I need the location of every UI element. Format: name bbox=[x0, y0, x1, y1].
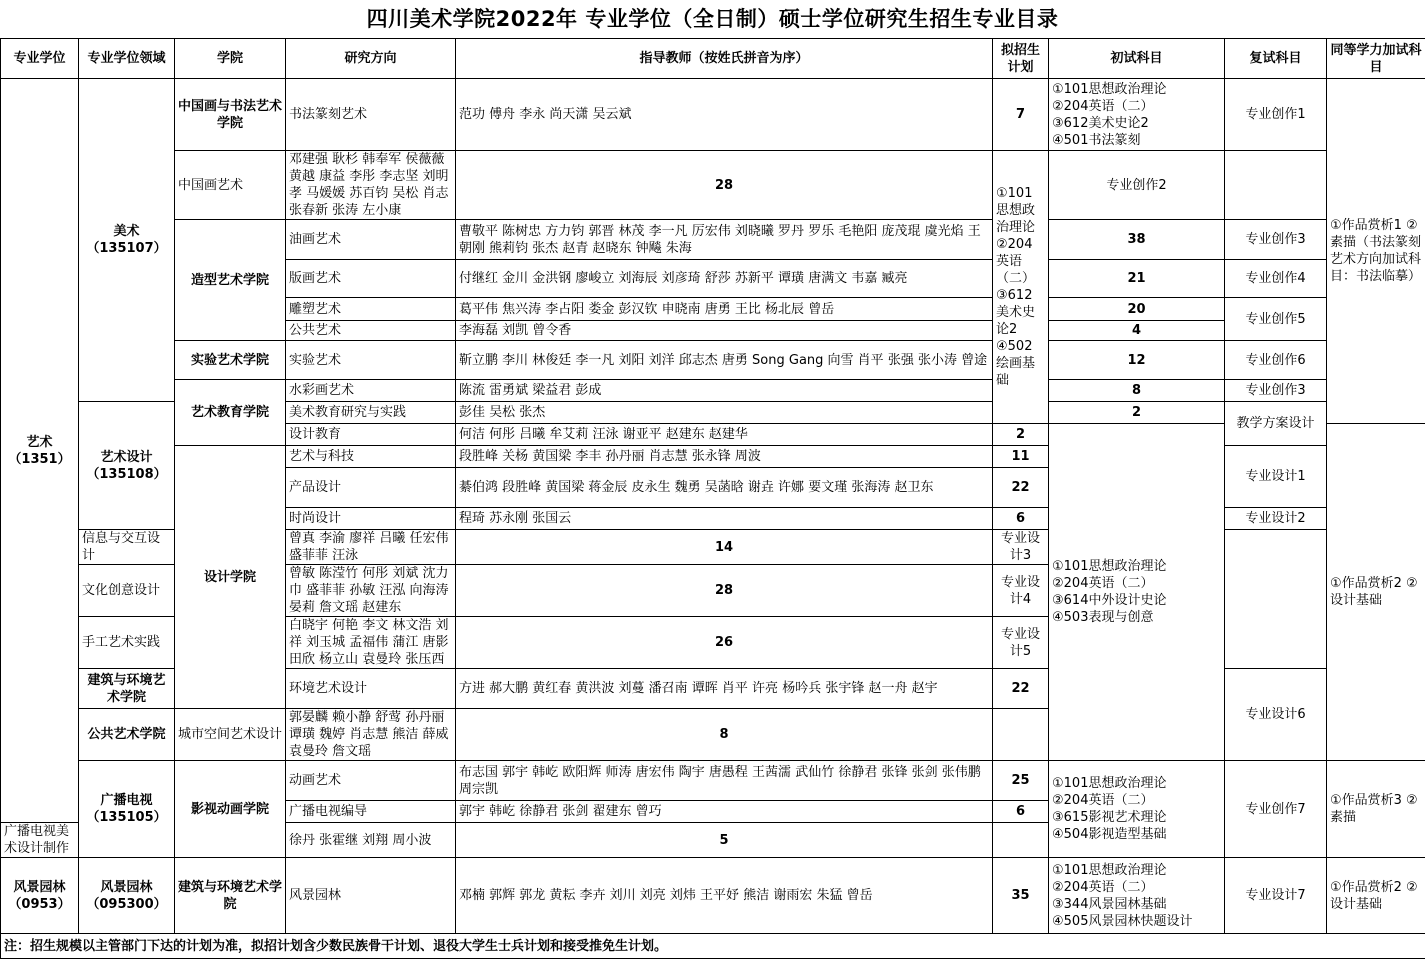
exam1-item: ①101思想政治理论 bbox=[1052, 558, 1221, 575]
plan-cell: 2 bbox=[1049, 402, 1225, 424]
exam1-item: ③612美术史论2 bbox=[1052, 115, 1221, 132]
teachers-cell: 郭宇 韩屹 徐静君 张剑 翟建东 曾巧 bbox=[456, 801, 993, 823]
direction-cell: 实验艺术 bbox=[286, 341, 456, 380]
college-art-edu: 艺术教育学院 bbox=[175, 380, 286, 446]
exam2-cell: 专业设计6 bbox=[1225, 669, 1327, 761]
direction-cell: 手工艺术实践 bbox=[79, 617, 175, 669]
exam1-group-4 bbox=[1049, 761, 1225, 858]
exam1-item: ③614中外设计史论 bbox=[1052, 592, 1221, 609]
teachers-cell: 程琦 苏永刚 张国云 bbox=[456, 508, 993, 530]
table-row bbox=[1, 761, 1425, 801]
teachers-cell: 布志国 郭宇 韩屹 欧阳辉 师涛 唐宏伟 陶宇 唐愚程 王茜濡 武仙竹 徐静君 张锋 张剑 张伟鹏 周宗凯 bbox=[456, 761, 993, 801]
college-architecture: 建筑与环境艺术学院 bbox=[79, 669, 175, 709]
table-row bbox=[1, 380, 1425, 402]
direction-cell: 版画艺术 bbox=[286, 260, 456, 298]
exam2-cell: 专业创作3 bbox=[1225, 380, 1327, 402]
exam1-group-2 bbox=[993, 151, 1049, 424]
table-row bbox=[1, 220, 1425, 260]
direction-cell: 信息与交互设计 bbox=[79, 530, 175, 565]
field-fine-arts: 美术（135107） bbox=[79, 79, 175, 402]
table-row bbox=[1, 858, 1425, 934]
teachers-cell: 邓楠 郭辉 郭龙 黄耘 李卉 刘川 刘亮 刘炜 王平妤 熊洁 谢雨宏 朱猛 曾岳 bbox=[456, 858, 993, 934]
exam2-cell: 专业设计5 bbox=[993, 617, 1049, 669]
college-chinese-painting: 中国画与书法艺术学院 bbox=[175, 79, 286, 151]
plan-cell: 35 bbox=[993, 858, 1049, 934]
teachers-cell: 邓建强 耿杉 韩奉军 侯薇薇 黄越 康益 李彤 李志坚 刘明孝 马媛媛 苏百钧 吴松 肖志 张春新 张涛 左小康 bbox=[286, 151, 456, 220]
teachers-cell: 方进 郝大鹏 黄红春 黄洪波 刘蔓 潘召南 谭晖 肖平 许亮 杨吟兵 张宇锋 赵一舟 赵宇 bbox=[456, 669, 993, 709]
plan-cell: 28 bbox=[456, 151, 993, 220]
table-row bbox=[1, 79, 1425, 151]
teachers-cell: 段胜峰 关杨 黄国梁 李丰 孙丹丽 肖志慧 张永锋 周波 bbox=[456, 446, 993, 468]
extra-landscape: ①作品赏析2 ②设计基础 bbox=[1327, 858, 1425, 934]
header-exam2: 复试科目 bbox=[1225, 39, 1327, 79]
field-design: 艺术设计（135108） bbox=[79, 402, 175, 530]
plan-cell: 5 bbox=[456, 823, 993, 858]
exam2-cell: 专业设计7 bbox=[1225, 858, 1327, 934]
direction-cell: 水彩画艺术 bbox=[286, 380, 456, 402]
direction-cell: 美术教育研究与实践 bbox=[286, 402, 456, 424]
exam2-cell: 专业创作3 bbox=[1225, 220, 1327, 260]
teachers-cell: 靳立鹏 李川 林俊廷 李一凡 刘阳 刘洋 邱志杰 唐勇 Song Gang 向雪 肖平 张强 张小涛 曾途 bbox=[456, 341, 993, 380]
header-direction: 研究方向 bbox=[286, 39, 456, 79]
college-film-animation: 影视动画学院 bbox=[175, 761, 286, 858]
teachers-cell: 曾敏 陈滢竹 何彤 刘斌 沈力巾 盛菲菲 孙敏 汪泓 向海涛 晏莉 詹文瑶 赵建东 bbox=[286, 565, 456, 617]
exam2-cell: 专业设计1 bbox=[1225, 446, 1327, 508]
plan-cell: 6 bbox=[993, 801, 1049, 823]
exam1-item: ①101思想政治理论 bbox=[1052, 862, 1221, 879]
plan-cell: 21 bbox=[1049, 260, 1225, 298]
plan-cell: 8 bbox=[1049, 380, 1225, 402]
direction-cell: 广播电视美术设计制作 bbox=[1, 823, 79, 858]
teachers-cell: 徐丹 张霍继 刘翔 周小波 bbox=[286, 823, 456, 858]
extra-broadcast: ①作品赏析3 ②素描 bbox=[1327, 761, 1425, 858]
table-row bbox=[1, 341, 1425, 380]
exam1-item: ③612美术史论2 bbox=[996, 287, 1045, 338]
teachers-cell: 曹敬平 陈树忠 方力钧 郭晋 林茂 李一凡 厉宏伟 刘晓曦 罗丹 罗乐 毛艳阳 庞茂琨 虞光焰 王朝刚 熊莉钧 张杰 赵青 赵晓东 钟飚 朱海 bbox=[456, 220, 993, 260]
college-plastic: 造型艺术学院 bbox=[175, 220, 286, 341]
plan-cell: 14 bbox=[456, 530, 993, 565]
direction-cell: 中国画艺术 bbox=[175, 151, 286, 220]
direction-cell: 公共艺术 bbox=[286, 321, 456, 341]
direction-cell: 环境艺术设计 bbox=[286, 669, 456, 709]
exam1-item: ②204英语（二） bbox=[1052, 575, 1221, 592]
footnote: 注：招生规模以主管部门下达的计划为准，拟招计划含少数民族骨干计划、退役大学生士兵计划和接受推免生计划。 bbox=[1, 934, 1425, 959]
teachers-cell: 白晓宇 何艳 李文 林文浩 刘祥 刘玉城 孟福伟 蒲江 唐影 田欣 杨立山 袁曼玲 张压西 bbox=[286, 617, 456, 669]
direction-cell: 产品设计 bbox=[286, 468, 456, 508]
page-title: 四川美术学院2022年 专业学位（全日制）硕士学位研究生招生专业目录 bbox=[0, 0, 1425, 38]
degree-art: 艺术（1351） bbox=[1, 79, 79, 823]
header-field: 专业学位领域 bbox=[79, 39, 175, 79]
exam2-cell: 专业设计4 bbox=[993, 565, 1049, 617]
exam2-cell: 专业创作7 bbox=[1225, 761, 1327, 858]
extra-fine-arts: ①作品赏析1 ②素描（书法篆刻艺术方向加试科目：书法临摹） bbox=[1327, 79, 1425, 424]
teachers-cell: 付继红 金川 金洪钢 廖峻立 刘海辰 刘彦琦 舒莎 苏新平 谭璜 唐满文 韦嘉 臧亮 bbox=[456, 260, 993, 298]
teachers-cell: 范功 傅舟 李永 尚天潇 吴云斌 bbox=[456, 79, 993, 151]
plan-cell: 2 bbox=[993, 424, 1049, 446]
plan-cell: 22 bbox=[993, 669, 1049, 709]
exam1-item: ③615影视艺术理论 bbox=[1052, 809, 1221, 826]
plan-cell: 22 bbox=[993, 468, 1049, 508]
plan-cell: 12 bbox=[1049, 341, 1225, 380]
exam1-item: ④502绘画基础 bbox=[996, 338, 1045, 389]
exam1-item: ①101思想政治理论 bbox=[996, 185, 1045, 236]
exam1-item: ②204英语（二） bbox=[1052, 98, 1221, 115]
exam1-item: ②204英语（二） bbox=[1052, 879, 1221, 896]
exam1-group-5 bbox=[1049, 858, 1225, 934]
teachers-cell: 彭佳 吴松 张杰 bbox=[456, 402, 993, 424]
exam1-item: ②204英语（二） bbox=[996, 236, 1045, 287]
plan-cell: 28 bbox=[456, 565, 993, 617]
direction-cell: 城市空间艺术设计 bbox=[175, 709, 286, 761]
degree-landscape: 风景园林（0953） bbox=[1, 858, 79, 934]
exam1-item: ④505风景园林快题设计 bbox=[1052, 913, 1221, 930]
exam2-cell: 专业创作6 bbox=[1225, 341, 1327, 380]
teachers-cell: 郭晏麟 赖小静 舒莺 孙丹丽 谭璜 魏婷 肖志慧 熊洁 薛威 袁曼玲 詹文瑶 bbox=[286, 709, 456, 761]
exam1-item: ②204英语（二） bbox=[1052, 792, 1221, 809]
header-row bbox=[1, 39, 1425, 79]
teachers-cell: 曾真 李渝 廖祥 吕曦 任宏伟 盛菲菲 汪泳 bbox=[286, 530, 456, 565]
college-experimental: 实验艺术学院 bbox=[175, 341, 286, 380]
direction-cell: 艺术与科技 bbox=[286, 446, 456, 468]
direction-cell: 文化创意设计 bbox=[79, 565, 175, 617]
direction-cell: 时尚设计 bbox=[286, 508, 456, 530]
teachers-cell: 葛平伟 焦兴涛 李占阳 娄金 彭汉钦 申晓南 唐勇 王比 杨北辰 曾岳 bbox=[456, 298, 993, 321]
header-degree: 专业学位 bbox=[1, 39, 79, 79]
exam1-group-1 bbox=[1049, 79, 1225, 151]
exam1-item: ④503表现与创意 bbox=[1052, 609, 1221, 626]
exam2-cell: 专业设计2 bbox=[1225, 508, 1327, 530]
plan-cell: 8 bbox=[456, 709, 993, 761]
field-landscape: 风景园林（095300） bbox=[79, 858, 175, 934]
plan-cell: 38 bbox=[1049, 220, 1225, 260]
exam1-item: ④501书法篆刻 bbox=[1052, 132, 1221, 149]
exam2-cell: 专业创作5 bbox=[1225, 298, 1327, 341]
table-row bbox=[1, 151, 1425, 220]
exam2-cell: 教学方案设计 bbox=[1225, 402, 1327, 446]
direction-cell: 设计教育 bbox=[286, 424, 456, 446]
direction-cell: 书法篆刻艺术 bbox=[286, 79, 456, 151]
field-broadcast: 广播电视（135105） bbox=[79, 761, 175, 858]
extra-design: ①作品赏析2 ②设计基础 bbox=[1327, 424, 1425, 761]
plan-cell: 20 bbox=[1049, 298, 1225, 321]
header-college: 学院 bbox=[175, 39, 286, 79]
exam2-cell: 专业创作1 bbox=[1225, 79, 1327, 151]
header-exam1: 初试科目 bbox=[1049, 39, 1225, 79]
exam2-cell: 专业创作4 bbox=[1225, 260, 1327, 298]
exam2-cell: 专业创作2 bbox=[1049, 151, 1225, 220]
exam1-item: ④504影视造型基础 bbox=[1052, 826, 1221, 843]
plan-cell: 11 bbox=[993, 446, 1049, 468]
college-design: 设计学院 bbox=[175, 446, 286, 709]
plan-cell: 26 bbox=[456, 617, 993, 669]
direction-cell: 风景园林 bbox=[286, 858, 456, 934]
plan-cell: 4 bbox=[1049, 321, 1225, 341]
teachers-cell: 陈流 雷勇斌 梁益君 彭成 bbox=[456, 380, 993, 402]
exam1-item: ③344风景园林基础 bbox=[1052, 896, 1221, 913]
direction-cell: 油画艺术 bbox=[286, 220, 456, 260]
note-row bbox=[1, 934, 1425, 959]
admission-catalog-table bbox=[0, 38, 1425, 959]
exam1-item: ①101思想政治理论 bbox=[1052, 81, 1221, 98]
college-public-art: 公共艺术学院 bbox=[79, 709, 175, 761]
plan-cell: 6 bbox=[993, 508, 1049, 530]
header-extra: 同等学力加试科目 bbox=[1327, 39, 1425, 79]
teachers-cell: 綦伯鸿 段胜峰 黄国梁 蒋金辰 皮永生 魏勇 吴菡晗 谢垚 许娜 要文瑾 张海涛 赵卫东 bbox=[456, 468, 993, 508]
college-architecture-2: 建筑与环境艺术学院 bbox=[175, 858, 286, 934]
header-plan: 拟招生计划 bbox=[993, 39, 1049, 79]
plan-cell: 25 bbox=[993, 761, 1049, 801]
direction-cell: 雕塑艺术 bbox=[286, 298, 456, 321]
teachers-cell: 李海磊 刘凯 曾令香 bbox=[456, 321, 993, 341]
exam2-cell: 专业设计3 bbox=[993, 530, 1049, 565]
exam1-group-3 bbox=[1049, 424, 1225, 761]
exam1-item: ①101思想政治理论 bbox=[1052, 775, 1221, 792]
teachers-cell: 何洁 何彤 吕曦 牟艾莉 汪泳 谢亚平 赵建东 赵建华 bbox=[456, 424, 993, 446]
header-teachers: 指导教师（按姓氏拼音为序） bbox=[456, 39, 993, 79]
direction-cell: 动画艺术 bbox=[286, 761, 456, 801]
direction-cell: 广播电视编导 bbox=[286, 801, 456, 823]
plan-cell: 7 bbox=[993, 79, 1049, 151]
